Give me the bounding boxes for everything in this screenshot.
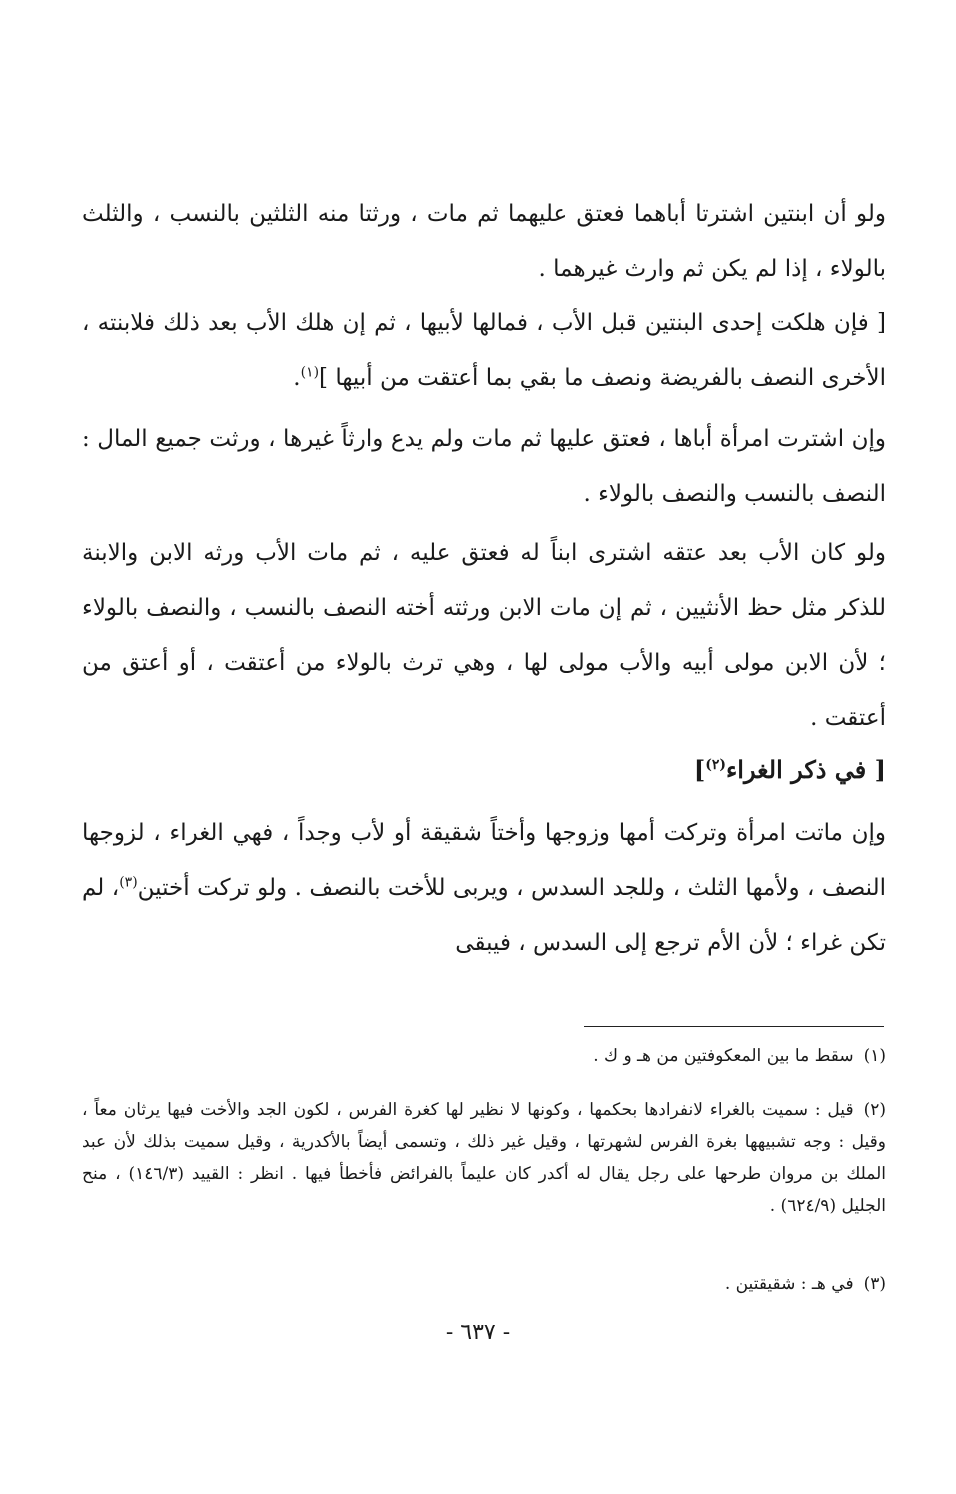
paragraph-3-text: وإن اشترت امرأة أباها ، فعتق عليها ثم مات ولم يدع وارثاً غيرها ، ورثت جميع المال : النصف بالنسب والنصف بالولاء . — [82, 426, 886, 507]
paragraph-5-continuation: ، لم تكن غراء ؛ لأن الأم ترجع إلى السدس ، فيبقى — [82, 875, 886, 956]
footnote-2 — [82, 1094, 886, 1222]
paragraph-2-end: . — [293, 365, 301, 391]
paragraph-2 — [82, 296, 886, 406]
footnote-marker-3: (٣) — [119, 874, 138, 891]
heading-close-bracket: ] — [693, 755, 706, 784]
paragraph-4 — [82, 526, 886, 746]
section-heading — [82, 748, 886, 792]
footnote-1 — [82, 1040, 886, 1072]
footnote-1-number: (١) — [863, 1046, 886, 1066]
footnote-3-text: في هـ : شقيقتين . — [724, 1274, 854, 1294]
paragraph-4-text: ولو كان الأب بعد عتقه اشترى ابناً له فعتق عليه ، ثم مات الأب ورثه الابن والابنة للذكر مثل حظ الأنثيين ، ثم إن مات الابن ورثته أخته النصف بالنسب ، والنصف بالولاء ؛ لأن الابن مولى أبيه والأب مولى لها ، وهي ترث بالولاء من أعتقت ، أو أعتق من أعتقت . — [82, 540, 886, 731]
footnote-3-number: (٣) — [863, 1274, 886, 1294]
footnote-marker-2: (٢) — [705, 757, 726, 773]
paragraph-2-text: [ فإن هلكت إحدى البنتين قبل الأب ، فمالها لأبيها ، ثم إن هلك الأب بعد ذلك فلابنته ، الأخرى النصف بالفريضة ونصف ما بقي بما أعتقت من أبيها ] — [82, 310, 886, 391]
heading-text: [ في ذكر الغراء — [725, 755, 886, 784]
footnote-2-text: قيل : سميت بالغراء لانفرادها بحكمها ، وكونها لا نظير لها كغرة الفرس ، لكون الجد والأخت فيها يرثان معاً ، وقيل : وجه تشبيهها بغرة الفرس لشهرتها ، وقيل غير ذلك ، وتسمى أيضاً بالأكدرية ، وقيل سميت بذلك لأن عبد الملك بن مروان طرحها على رجل يقال له أكدر كان عليماً بالفرائض فأخطأ فيها . انظر : القييد (١٤٦/٣) ، منح الجليل (٦٢٤/٩) . — [82, 1100, 886, 1216]
footnote-separator — [584, 1026, 884, 1027]
paragraph-5-text: وإن ماتت امرأة وتركت أمها وزوجها وأختاً شقيقة أو لأب وجداً ، فهي الغراء ، لزوجها النصف ، ولأمها الثلث ، وللجد السدس ، ويربى للأخت بالنصف . ولو تركت أختين — [82, 820, 886, 901]
paragraph-1-text: ولو أن ابنتين اشترتا أباهما فعتق عليهما ثم مات ، ورثتا منه الثلثين بالنسب ، والثلث بالولاء ، إذا لم يكن ثم وارث غيرهما . — [82, 201, 886, 282]
page-number: - ٦٣٧ - — [445, 1320, 511, 1345]
footnote-3 — [82, 1268, 886, 1300]
paragraph-3 — [82, 412, 886, 522]
paragraph-5 — [82, 806, 886, 971]
footnote-marker-1: (١) — [300, 364, 320, 381]
footnote-2-number: (٢) — [863, 1100, 886, 1120]
paragraph-1 — [82, 187, 886, 297]
footnote-1-text: سقط ما بين المعكوفتين من هـ و ك . — [593, 1046, 854, 1066]
